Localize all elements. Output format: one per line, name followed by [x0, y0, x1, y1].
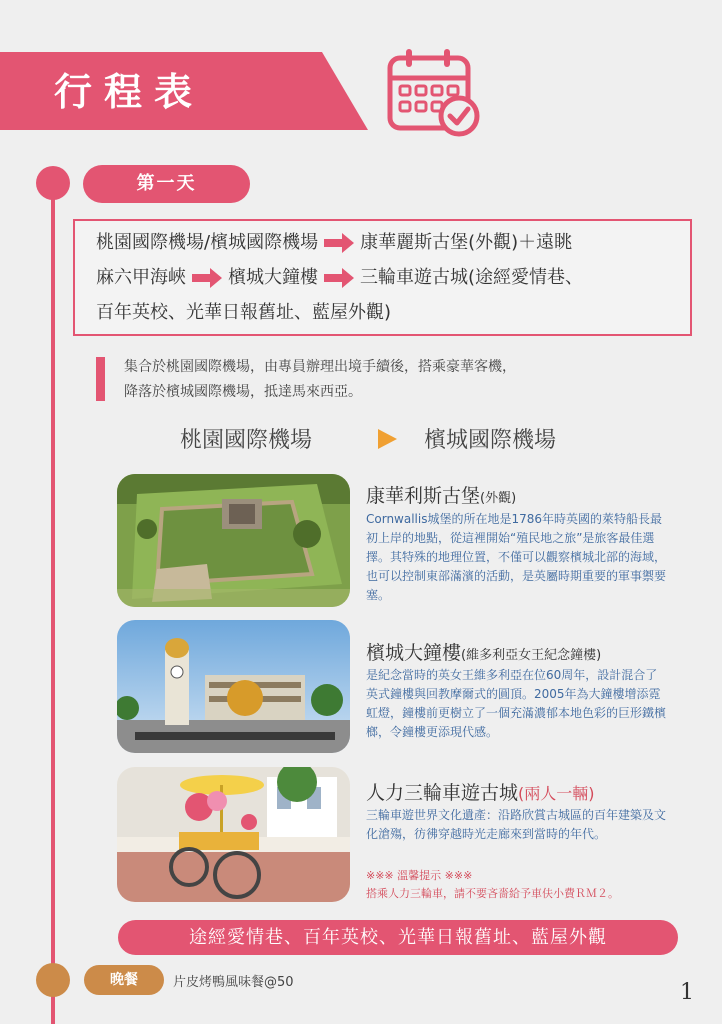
route-stop: 桃園國際機場/檳城國際機場 — [96, 232, 319, 253]
arrow-right-icon — [192, 268, 222, 288]
route-stop: 百年英校、光華日報舊址、藍屋外觀) — [96, 302, 392, 323]
attraction-description: 是紀念當時的英女王維多利亞在位60周年，設計混合了英式鐘樓與回教摩爾式的圓頂。2005年為大鐘樓增添霓虹燈，鐘樓前更樹立了一個充滿濃郁本地色彩的巨形鐵檳榔，令鐘樓更添現代感。 — [366, 668, 667, 739]
intro-line: 集合於桃園國際機場，由專員辦理出境手續後，搭乘豪華客機， — [124, 359, 516, 375]
attraction-title-suffix: (兩人一輛) — [518, 784, 595, 803]
attraction-title-suffix: (維多利亞女王紀念鐘樓) — [461, 648, 602, 663]
attraction-title — [366, 638, 601, 665]
attraction-title-suffix: (外觀) — [480, 491, 517, 506]
route-banner: 途經愛情巷、百年英校、光華日報舊址、藍屋外觀 — [118, 920, 678, 955]
attraction-description: 三輪車遊世界文化遺產：沿路欣賞古城區的百年建築及文化滄殤，彷彿穿越時光走廊來到當時的年代。 — [366, 808, 667, 841]
route-stop: 麻六甲海峽 — [96, 267, 186, 288]
tip-title: ※※※ 溫馨提示 ※※※ — [366, 869, 473, 882]
attraction-name: 人力三輪車遊古城 — [366, 782, 519, 804]
dinner-label: 晚餐 — [84, 965, 164, 995]
clock-tower-photo — [117, 620, 350, 753]
timeline-dot-dinner — [36, 963, 70, 997]
attraction-title — [366, 778, 595, 805]
dinner-menu: 片皮烤鴨風味餐@50 — [173, 975, 294, 990]
calendar-check-icon — [384, 46, 480, 138]
route-stop: 康華麗斯古堡(外觀)＋遠眺 — [360, 232, 573, 253]
page-number: 1 — [680, 980, 694, 1005]
flight-origin: 桃園國際機場 — [180, 428, 313, 453]
timeline-dot — [36, 166, 70, 200]
tip-text: 搭乘人力三輪車，請不要吝嗇給予車伕小費ＲＭ２。 — [366, 887, 619, 900]
route-stop: 三輪車遊古城(途經愛情巷、 — [360, 267, 584, 288]
day-label: 第一天 — [83, 165, 250, 203]
flight-destination: 檳城國際機場 — [424, 428, 557, 453]
attraction-name: 康華利斯古堡 — [366, 485, 481, 507]
intro-accent-bar — [96, 357, 105, 401]
timeline-line — [51, 182, 55, 1024]
route-line-1 — [96, 227, 572, 259]
attraction-description: Cornwallis城堡的所在地是1786年時英國的萊特船長最初上岸的地點，從這裡開始“殖民地之旅”是旅客最佳選擇。其特殊的地理位置，不僅可以觀察檳城北部的海域，也可以控制東部滿濱的活動，是英屬時期重要的軍事禦要塞。 — [366, 512, 667, 602]
page-title: 行程表 — [54, 70, 205, 114]
trishaw-photo — [117, 767, 350, 902]
arrow-right-icon — [324, 268, 354, 288]
attraction-name: 檳城大鐘樓 — [366, 642, 462, 664]
attraction-title — [366, 481, 516, 508]
play-arrow-icon — [376, 428, 398, 450]
route-stop: 檳城大鐘樓 — [228, 267, 318, 288]
route-line-2 — [96, 262, 583, 294]
arrow-right-icon — [324, 233, 354, 253]
fort-cornwallis-photo — [117, 474, 350, 607]
intro-line: 降落於檳城國際機場，抵達馬來西亞。 — [124, 384, 362, 400]
route-line-3 — [96, 297, 391, 329]
